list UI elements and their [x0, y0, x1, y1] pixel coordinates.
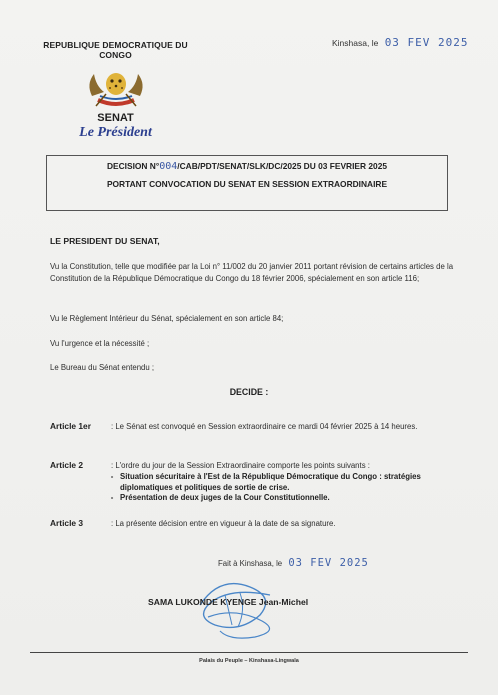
consideration-bureau: Le Bureau du Sénat entendu ;: [50, 363, 155, 372]
bullet-dash: -: [110, 472, 114, 481]
consideration-reglement: Vu le Règlement Intérieur du Sénat, spécialement en son article 84;: [50, 314, 284, 323]
consideration-urgence: Vu l'urgence et la nécessité ;: [50, 339, 150, 348]
republic-name: REPUBLIQUE DEMOCRATIQUE DU CONGO: [43, 40, 188, 60]
institution-name: SENAT: [97, 112, 134, 124]
decision-reference: [47, 161, 447, 172]
signer-name: SAMA LUKONDE KYENGE Jean-Michel: [148, 597, 309, 607]
article-3-text: : La présente décision entre en vigueur à la date de sa signature.: [111, 519, 336, 528]
article-2-label: Article 2: [50, 460, 84, 470]
decision-prefix: DECISION N°: [106, 161, 160, 171]
decision-title-box: [46, 155, 448, 211]
header-place-date: [332, 36, 469, 49]
agenda-points: [104, 472, 464, 504]
header-place: Kinshasa, le: [332, 38, 379, 48]
article-1-label: Article 1er: [50, 421, 91, 431]
decision-number: 004: [159, 161, 178, 172]
closing-place: Fait à Kinshasa, le: [218, 559, 283, 568]
closing-date-stamp: 03 FEV 2025: [288, 557, 369, 569]
coat-of-arms-icon: [84, 66, 148, 110]
decide-heading: DECIDE :: [229, 387, 269, 397]
agenda-point-2: Présentation de deux juges de la Cour Constitutionnelle.: [120, 493, 330, 502]
letterhead: [28, 40, 203, 141]
office-title: Le Président: [79, 125, 152, 140]
footer-address: Palais du Peuple – Kinshasa-Lingwala: [199, 658, 299, 664]
article-2-text: : L'ordre du jour de la Session Extraordinaire comporte les points suivants :: [111, 461, 370, 470]
addressee: LE PRESIDENT DU SENAT,: [50, 236, 160, 246]
header-date-stamp: 03 FEV 2025: [384, 36, 469, 49]
decision-subject: PORTANT CONVOCATION DU SENAT EN SESSION EXTRAORDINAIRE: [106, 179, 388, 189]
article-3-label: Article 3: [50, 518, 84, 528]
agenda-point-1: Situation sécuritaire à l'Est de la République Démocratique du Congo : stratégies diplomatiques et politiques de sortie de crise.: [120, 472, 421, 492]
list-item: [104, 472, 464, 493]
consideration-constitution: Vu la Constitution, telle que modifiée par la Loi n° 11/002 du 20 janvier 2011 portant révision de certains articles de la Constitution de la République Démocratique du Congo du 18 février 2006, spécialement en son article 116;: [50, 262, 454, 283]
bullet-dash: -: [110, 493, 114, 502]
footer-divider: [30, 652, 468, 653]
list-item: [104, 493, 464, 504]
article-1-text: : Le Sénat est convoqué en Session extraordinaire ce mardi 04 février 2025 à 14 heures.: [111, 422, 418, 431]
decision-ref-suffix: /CAB/PDT/SENAT/SLK/DC/2025 DU 03 FEVRIER 2025: [177, 161, 388, 171]
